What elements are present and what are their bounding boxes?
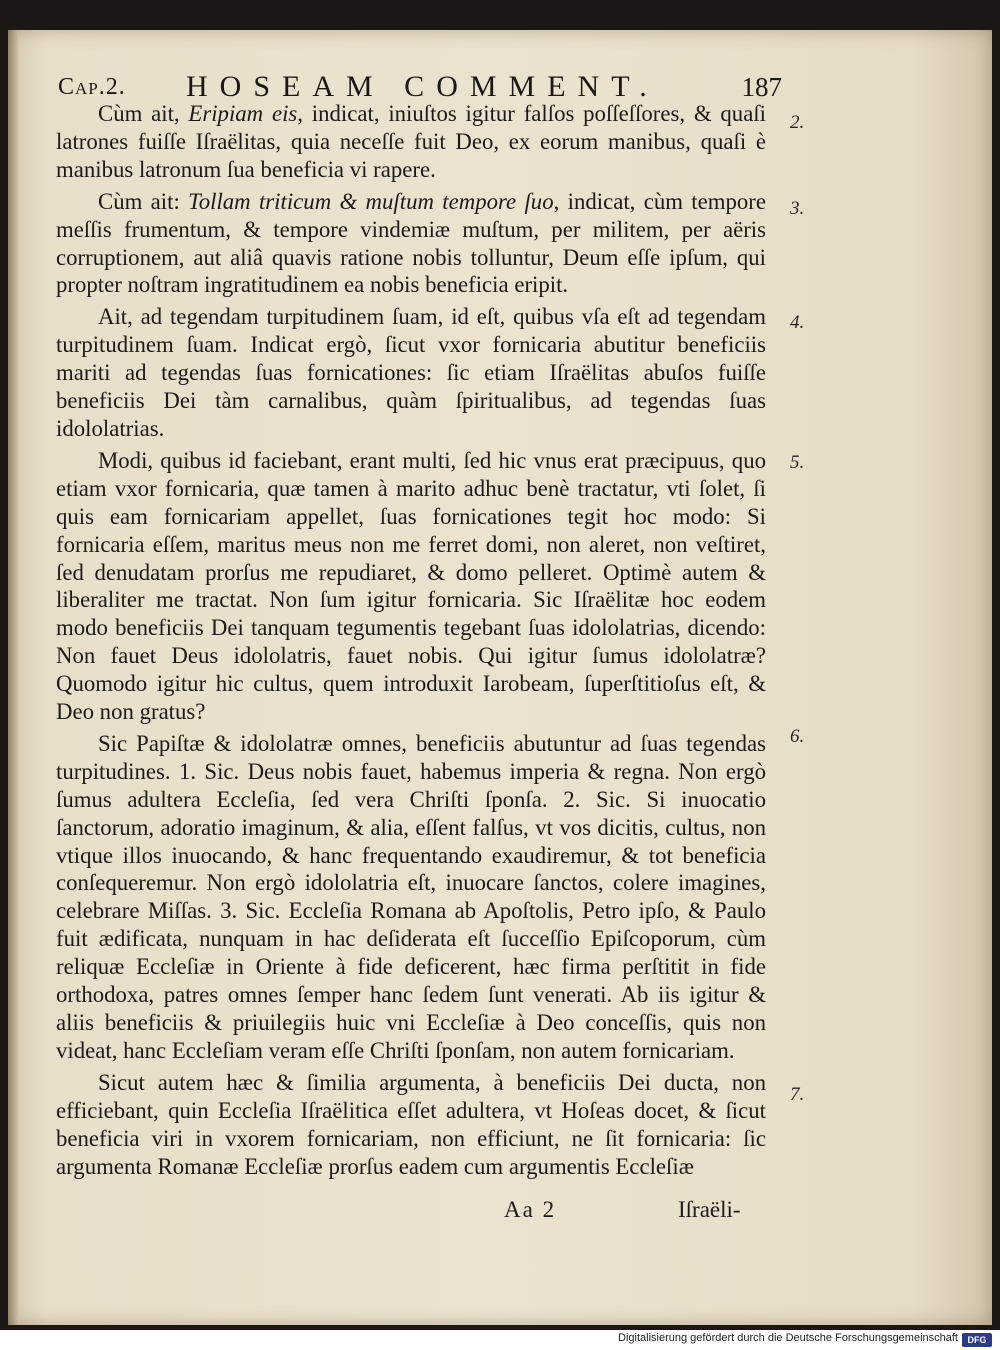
body-text bbox=[56, 100, 766, 1180]
paragraph-text: , indicat, iniuſtos igitur falſos poſſeſſores, & quaſi latrones fuiſſe Iſraëlitas, quia neceſſe fuit Deo, ex eorum manibus, quaſi è manibus latronum ſua beneficia vi rapere. bbox=[56, 101, 766, 182]
signature-mark: Aa 2 bbox=[504, 1197, 557, 1222]
margin-number: 6. bbox=[790, 726, 805, 747]
margin-number: 4. bbox=[790, 312, 805, 333]
paragraph bbox=[56, 100, 766, 184]
quoted-phrase: Eripiam eis bbox=[188, 101, 298, 126]
footer-credit: Digitalisierung gefördert durch die Deutsche Forschungsgemeinschaft bbox=[618, 1332, 958, 1344]
paragraph bbox=[56, 188, 766, 300]
paragraph bbox=[56, 303, 766, 443]
digitization-footer bbox=[0, 1330, 1000, 1350]
paragraph-text: Sicut autem hæc & ſimilia argumenta, à beneficiis Dei ducta, non efficiebant, quin Eccleſia Iſraëlitica eſſet adultera, vt Hoſeas docet, & ſicut beneficia viri in vxorem fornicariam, non efficiunt, ne ſit fornicaria: ſic argumenta Romanæ Eccleſiæ prorſus eadem cum argumentis Eccleſiæ bbox=[56, 1069, 766, 1179]
paragraph-text: Modi, quibus id faciebant, erant multi, ſed hic vnus erat præcipuus, quo etiam vxor fornicaria, quæ tamen à marito adhuc benè tractatur, vti ſolet, ſi quis eam fornicariam appellet, ſuas fornicationes tegit hoc modo: Si fornicaria eſſem, maritus meus non me ferret domi, non aleret, non veſtiret, ſed denudatam prorſus me repudiaret, & domo pelleret. Optimè autem & liberaliter me tractat. Non ſum igitur fornicaria. Sic Iſraëlitæ hoc eodem modo beneficiis Dei tanquam tegumentis tegebant ſuas idololatrias, dicendo: Non fauet Deus idololatris, fauet nobis. Qui igitur ſumus idololatræ? Quomodo igitur hic cultus, quem introduxit Iarobeam, ſuperſtitioſus eſt, & Deo non gratus? bbox=[56, 447, 766, 725]
paragraph-text: Ait, ad tegendam turpitudinem ſuam, id eſt, quibus vſa eſt ad tegendam turpitudinem ſuam. Indicat ergò, ſicut vxor fornicaria abutitur beneficiis mariti ad tegendas ſuas fornicationes: ſic etiam Iſraëlitas abuſos fuiſſe beneficiis Dei tàm carnalibus, quàm ſpiritualibus, ad tegendas ſuas idololatrias. bbox=[56, 304, 766, 441]
paragraph-text: Cùm ait, bbox=[98, 101, 189, 126]
margin-number: 3. bbox=[790, 198, 805, 219]
margin-number: 2. bbox=[790, 112, 805, 133]
dfg-logo-icon: DFG bbox=[962, 1333, 992, 1347]
paragraph-text: , indicat, cùm tempore meſſis frumentum, & tempore vindemiæ muſtum, per militem, per aëris corruptionem, aut aliâ quavis ratione nobis tolluntur, Deum eſſe ipſum, qui propter noſtram ingratitudinem ea nobis beneficia eripit. bbox=[56, 188, 766, 298]
paragraph-text: Cùm ait: bbox=[98, 188, 189, 214]
paragraph-text: Sic Papiſtæ & idololatræ omnes, beneficiis abutuntur ad ſuas tegendas turpitudines. 1. Sic. Deus nobis fauet, habemus imperia & regna. Non ergò ſumus adultera Eccleſia, ſed vera Chriſti ſponſa. 2. Sic. Si inuocatio ſanctorum, adoratio imaginum, & alia, eſſent falſus, vt vos dicitis, cultus, non vtique illos inuocando, & hanc frequentando exaudiremur, & tot beneficia conſequeremur. Non ergò idololatria eſt, inuocare ſanctos, colere imagines, celebrare Miſſas. 3. Sic. Eccleſia Romana ab Apoſtolis, Petro ipſo, & Paulo fuit ædificata, nunquam in hac deſiderata eſt ſucceſſio Epiſcoporum, cùm reliquæ Eccleſiæ in Oriente à fide deficerent, hæc firma perſtitit in fide orthodoxa, patres omnes ſemper hanc ſedem ſunt venerati. Ab iis igitur & aliis beneficiis & priuilegiis huic vni Eccleſiæ à Deo conceſſis, quis non videat, hanc Eccleſiam veram eſſe Chriſti ſponſam, non autem fornicariam. bbox=[56, 730, 766, 1063]
paragraph bbox=[56, 447, 766, 726]
margin-number: 5. bbox=[790, 452, 805, 473]
running-title: HOSEAM COMMENT. bbox=[186, 70, 659, 103]
paragraph bbox=[56, 730, 766, 1065]
catchword: Iſraëli- bbox=[678, 1197, 741, 1222]
chapter-label: Cap.2. bbox=[58, 74, 126, 100]
paragraph bbox=[56, 1069, 766, 1181]
page-gutter-shadow bbox=[8, 30, 18, 1325]
quoted-phrase: Tollam triticum & muſtum tempore ſuo bbox=[188, 188, 554, 214]
page-number: 187 bbox=[741, 72, 782, 102]
margin-number: 7. bbox=[790, 1084, 805, 1105]
